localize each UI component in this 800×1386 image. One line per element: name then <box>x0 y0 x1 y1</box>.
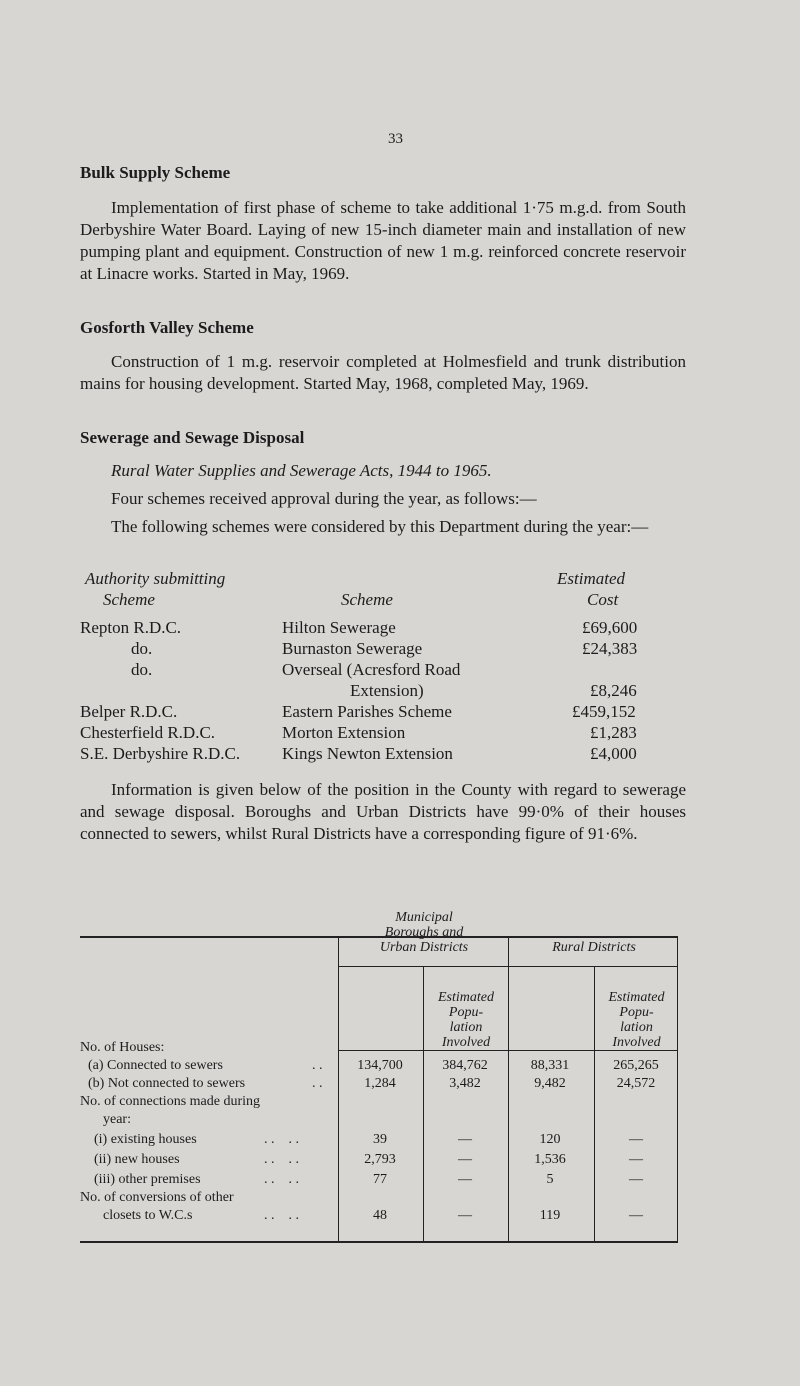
cell-mun-pop: — <box>458 1152 472 1167</box>
subheader-mun-2: Popu- <box>448 1005 484 1020</box>
acts-title: Rural Water Supplies and Sewerage Acts, 1944 to 1965. <box>111 461 492 480</box>
scheme-authority: do. <box>131 660 153 679</box>
row-label: (ii) new houses <box>94 1152 180 1167</box>
scheme-name: Kings Newton Extension <box>282 744 453 763</box>
cell-mun-pop: — <box>458 1132 472 1147</box>
cell-rur-pop: — <box>629 1132 643 1147</box>
cell-mun-pop: — <box>458 1208 472 1223</box>
leader-dots: . . . . <box>264 1132 299 1147</box>
page-number: 33 <box>388 131 403 147</box>
cell-rur-houses: 9,482 <box>534 1076 566 1091</box>
scheme-authority: Belper R.D.C. <box>80 702 178 721</box>
subheader-rur-2: Popu- <box>619 1005 654 1020</box>
leader-dots: . . . . <box>264 1152 299 1167</box>
row-label: (i) existing houses <box>94 1132 197 1147</box>
cell-rur-pop: — <box>629 1208 643 1223</box>
cell-rur-pop: 24,572 <box>616 1076 656 1091</box>
row-label: No. of connections made during <box>80 1094 261 1109</box>
cell-mun-pop: 384,762 <box>442 1058 488 1073</box>
paragraph-bulk-supply: Implementation of first phase of scheme to take additional 1·75 m.g.d. from South Derbyshire Water Board. Laying of new 15-inch diameter main and installation of new pumping plant and equipment. Construction of new 1 m.g. reinforced concrete reservoir at Linacre works. Started in May, 1969. <box>80 198 686 283</box>
row-label: No. of Houses: <box>80 1040 165 1055</box>
scheme-name: Eastern Parishes Scheme <box>282 702 452 721</box>
row-label: closets to W.C.s <box>103 1208 193 1223</box>
scheme-name: Morton Extension <box>282 723 406 742</box>
cell-rur-pop: — <box>629 1152 643 1167</box>
cell-rur-houses: 88,331 <box>530 1058 570 1073</box>
header-municipal-2: Boroughs and <box>384 925 464 940</box>
approval-line: Four schemes received approval during the year, as follows:— <box>111 489 537 508</box>
leader-dots: . . <box>312 1058 323 1073</box>
section-heading-bulk-supply: Bulk Supply Scheme <box>80 163 231 182</box>
section-heading-sewerage: Sewerage and Sewage Disposal <box>80 428 305 447</box>
info-paragraph: Information is given below of the position in the County with regard to sewerage and sewage disposal. Boroughs and Urban Districts have 99·0% of their houses connected to sewers, whilst Rural Districts have a corresponding figure of 91·6%. <box>80 780 686 843</box>
considered-line: The following schemes were considered by this Department during the year:— <box>111 517 649 536</box>
cell-mun-houses: 77 <box>373 1172 387 1187</box>
paragraph-gosforth: Construction of 1 m.g. reservoir completed at Holmesfield and trunk distribution mains for housing development. Started May, 1968, completed May, 1969. <box>80 352 686 393</box>
header-rural: Rural Districts <box>552 940 636 955</box>
scheme-authority: do. <box>131 639 153 658</box>
row-label: (a) Connected to sewers <box>88 1058 223 1073</box>
scheme-cost: £1,283 <box>590 723 637 742</box>
table-divider <box>338 937 339 1241</box>
subheader-mun-1: Estimated <box>438 990 494 1005</box>
cell-rur-houses: 1,536 <box>534 1152 566 1167</box>
header-cost-1: Estimated <box>557 569 625 588</box>
scheme-authority: Chesterfield R.D.C. <box>80 723 216 742</box>
table-bottom-rule <box>80 1241 678 1243</box>
table-divider <box>677 937 678 1241</box>
scheme-name-continued: Extension) <box>350 681 424 700</box>
leader-dots: . . . . <box>264 1172 299 1187</box>
scheme-cost: £8,246 <box>590 681 637 700</box>
scheme-name: Overseal (Acresford Road <box>282 660 461 679</box>
row-label: (iii) other premises <box>94 1172 201 1187</box>
header-scheme: Scheme <box>341 590 393 609</box>
scheme-name: Burnaston Sewerage <box>282 639 423 658</box>
cell-mun-houses: 134,700 <box>357 1058 403 1073</box>
subheader-rur-3: lation <box>620 1020 653 1035</box>
cell-rur-houses: 119 <box>539 1208 561 1223</box>
table-header-rule <box>338 966 678 967</box>
cell-mun-pop: 3,482 <box>449 1076 481 1091</box>
cell-mun-houses: 48 <box>373 1208 387 1223</box>
scheme-authority: S.E. Derbyshire R.D.C. <box>80 744 241 763</box>
scheme-authority: Repton R.D.C. <box>80 618 182 637</box>
leader-dots: . . . . <box>264 1208 299 1223</box>
row-label: (b) Not connected to sewers <box>88 1076 246 1091</box>
leader-dots: . . <box>312 1076 323 1091</box>
cell-rur-houses: 120 <box>539 1132 561 1147</box>
cell-mun-houses: 2,793 <box>364 1152 396 1167</box>
cell-rur-pop: 265,265 <box>613 1058 659 1073</box>
subheader-mun-4: Involved <box>441 1035 491 1050</box>
row-label: year: <box>103 1112 131 1127</box>
table-divider <box>508 937 509 1241</box>
table-header-rule <box>338 1050 678 1051</box>
header-municipal-1: Municipal <box>395 910 453 925</box>
scheme-cost: £69,600 <box>582 618 638 637</box>
cell-mun-houses: 1,284 <box>364 1076 396 1091</box>
scheme-cost: £24,383 <box>582 639 638 658</box>
scheme-cost: £459,152 <box>572 702 636 721</box>
header-cost-2: Cost <box>587 590 619 609</box>
header-municipal-3: Urban Districts <box>379 940 469 955</box>
section-heading-gosforth: Gosforth Valley Scheme <box>80 318 254 337</box>
scheme-cost: £4,000 <box>590 744 637 763</box>
row-label: No. of conversions of other <box>80 1190 234 1205</box>
cell-mun-pop: — <box>458 1172 472 1187</box>
subheader-mun-3: lation <box>449 1020 483 1035</box>
cell-rur-houses: 5 <box>546 1172 554 1187</box>
subheader-rur-1: Estimated <box>608 990 665 1005</box>
cell-mun-houses: 39 <box>373 1132 387 1147</box>
scheme-name: Hilton Sewerage <box>282 618 396 637</box>
cell-rur-pop: — <box>629 1172 643 1187</box>
header-authority-2: Scheme <box>103 590 155 609</box>
subheader-rur-4: Involved <box>612 1035 661 1050</box>
header-authority-1: Authority submitting <box>85 569 226 588</box>
